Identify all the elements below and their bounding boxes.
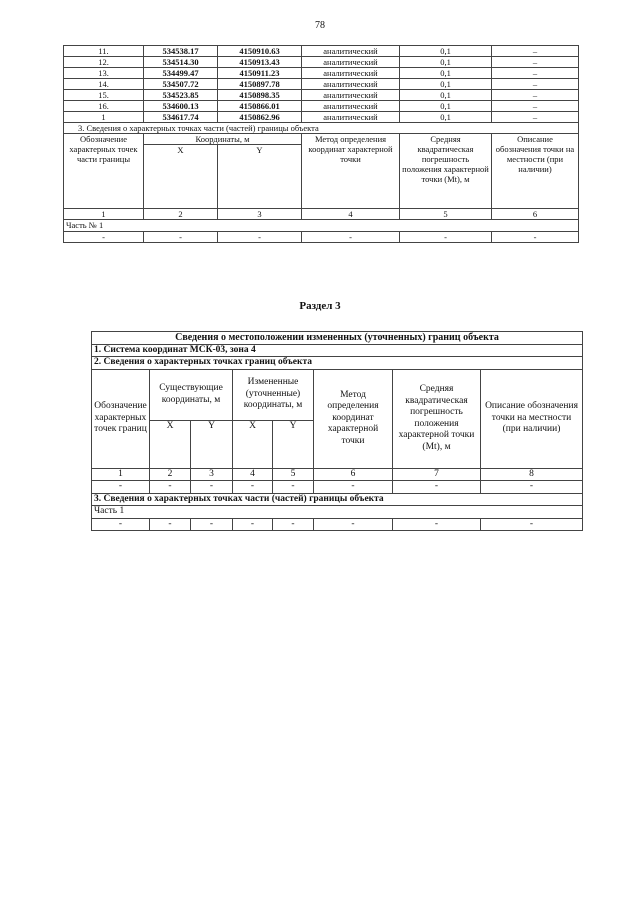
empty-cell: - [233,481,273,494]
boundary-points-line: 2. Сведения о характерных точках границ объекта [92,357,583,370]
section-title: Раздел 3 [299,300,341,312]
method: аналитический [302,79,400,90]
header-changed-x: X [233,420,273,468]
header-method: Метод определения координат характерной точки [302,134,400,209]
header-existing-y: Y [191,420,233,468]
column-number: 6 [492,209,579,220]
coord-y: 4150910.63 [218,46,302,57]
method: аналитический [302,57,400,68]
empty-cell: - [218,232,302,243]
description: – [492,79,579,90]
empty-cell: - [273,481,314,494]
column-number: 2 [144,209,218,220]
coord-row [64,79,579,90]
column-number: 4 [233,468,273,481]
coord-x: 534600.13 [144,101,218,112]
coordinates-table-part [63,45,579,243]
section3-title: 3. Сведения о характерных точках части (частей) границы объекта [64,123,579,134]
point-number: 13. [64,68,144,79]
header-description: Описание обозначения точки на местности (при наличии) [492,134,579,209]
coord-y: 4150913.43 [218,57,302,68]
header-point-designation: Обозначение характерных точек части границы [64,134,144,209]
header-existing-coords: Существующие координаты, м [150,369,233,420]
point-number: 15. [64,90,144,101]
column-number: 3 [191,468,233,481]
precision: 0,1 [400,112,492,123]
header-y: Y [218,145,302,209]
method: аналитический [302,112,400,123]
empty-cell: - [393,518,481,531]
header-precision: Средняя квадратическая погрешность положения характерной точки (Mt), м [400,134,492,209]
column-number: 7 [393,468,481,481]
column-number: 5 [400,209,492,220]
description: – [492,101,579,112]
description: – [492,90,579,101]
empty-cell: - [144,232,218,243]
column-number: 3 [218,209,302,220]
point-number: 12. [64,57,144,68]
header-changed-y: Y [273,420,314,468]
coord-x: 534617.74 [144,112,218,123]
header-existing-x: X [150,420,191,468]
coord-row [64,68,579,79]
precision: 0,1 [400,46,492,57]
empty-cell: - [92,481,150,494]
empty-cell: - [314,518,393,531]
coord-x: 534507.72 [144,79,218,90]
header-coordinates: Координаты, м [144,134,302,145]
empty-cell: - [64,232,144,243]
method: аналитический [302,46,400,57]
point-number: 11. [64,46,144,57]
column-number: 4 [302,209,400,220]
coord-y: 4150866.01 [218,101,302,112]
empty-cell: - [400,232,492,243]
coord-row [64,112,579,123]
header-precision: Средняя квадратическая погрешность положения характерной точки (Mt), м [393,369,481,468]
column-number: 2 [150,468,191,481]
empty-cell: - [302,232,400,243]
method: аналитический [302,101,400,112]
header-method: Метод определения координат характерной точки [314,369,393,468]
coord-x: 534538.17 [144,46,218,57]
coord-row [64,101,579,112]
header-point-designation: Обозначение характерных точек границ [92,369,150,468]
coord-row [64,90,579,101]
coordinate-system-line: 1. Система координат МСК-03, зона 4 [92,344,583,357]
part-label: Часть № 1 [64,220,579,232]
description: – [492,112,579,123]
empty-cell: - [150,518,191,531]
point-number: 16. [64,101,144,112]
precision: 0,1 [400,68,492,79]
method: аналитический [302,90,400,101]
coord-x: 534499.47 [144,68,218,79]
page-number: 78 [315,20,325,31]
precision: 0,1 [400,101,492,112]
column-number: 8 [481,468,583,481]
empty-cell: - [191,518,233,531]
description: – [492,46,579,57]
column-number: 5 [273,468,314,481]
empty-cell: - [314,481,393,494]
column-number: 1 [92,468,150,481]
part-points-line: 3. Сведения о характерных точках части (частей) границы объекта [92,493,583,506]
coord-y: 4150862.96 [218,112,302,123]
description: – [492,57,579,68]
column-number: 1 [64,209,144,220]
precision: 0,1 [400,90,492,101]
part-label: Часть 1 [92,506,583,519]
method: аналитический [302,68,400,79]
empty-cell: - [492,232,579,243]
empty-cell: - [233,518,273,531]
empty-cell: - [150,481,191,494]
description: – [492,68,579,79]
coord-x: 534514.30 [144,57,218,68]
coord-y: 4150911.23 [218,68,302,79]
column-number: 6 [314,468,393,481]
coord-row [64,46,579,57]
precision: 0,1 [400,79,492,90]
coord-y: 4150897.78 [218,79,302,90]
empty-cell: - [191,481,233,494]
empty-cell: - [393,481,481,494]
point-number: 14. [64,79,144,90]
changed-boundaries-table [91,331,583,531]
header-x: X [144,145,218,209]
empty-cell: - [481,481,583,494]
table-title: Сведения о местоположении измененных (уточненных) границ объекта [92,332,583,345]
empty-cell: - [273,518,314,531]
coord-row [64,57,579,68]
precision: 0,1 [400,57,492,68]
empty-cell: - [481,518,583,531]
point-number: 1 [64,112,144,123]
header-changed-coords: Измененные (уточненные) координаты, м [233,369,314,420]
coord-y: 4150898.35 [218,90,302,101]
header-description: Описание обозначения точки на местности (при наличии) [481,369,583,468]
empty-cell: - [92,518,150,531]
coord-x: 534523.85 [144,90,218,101]
